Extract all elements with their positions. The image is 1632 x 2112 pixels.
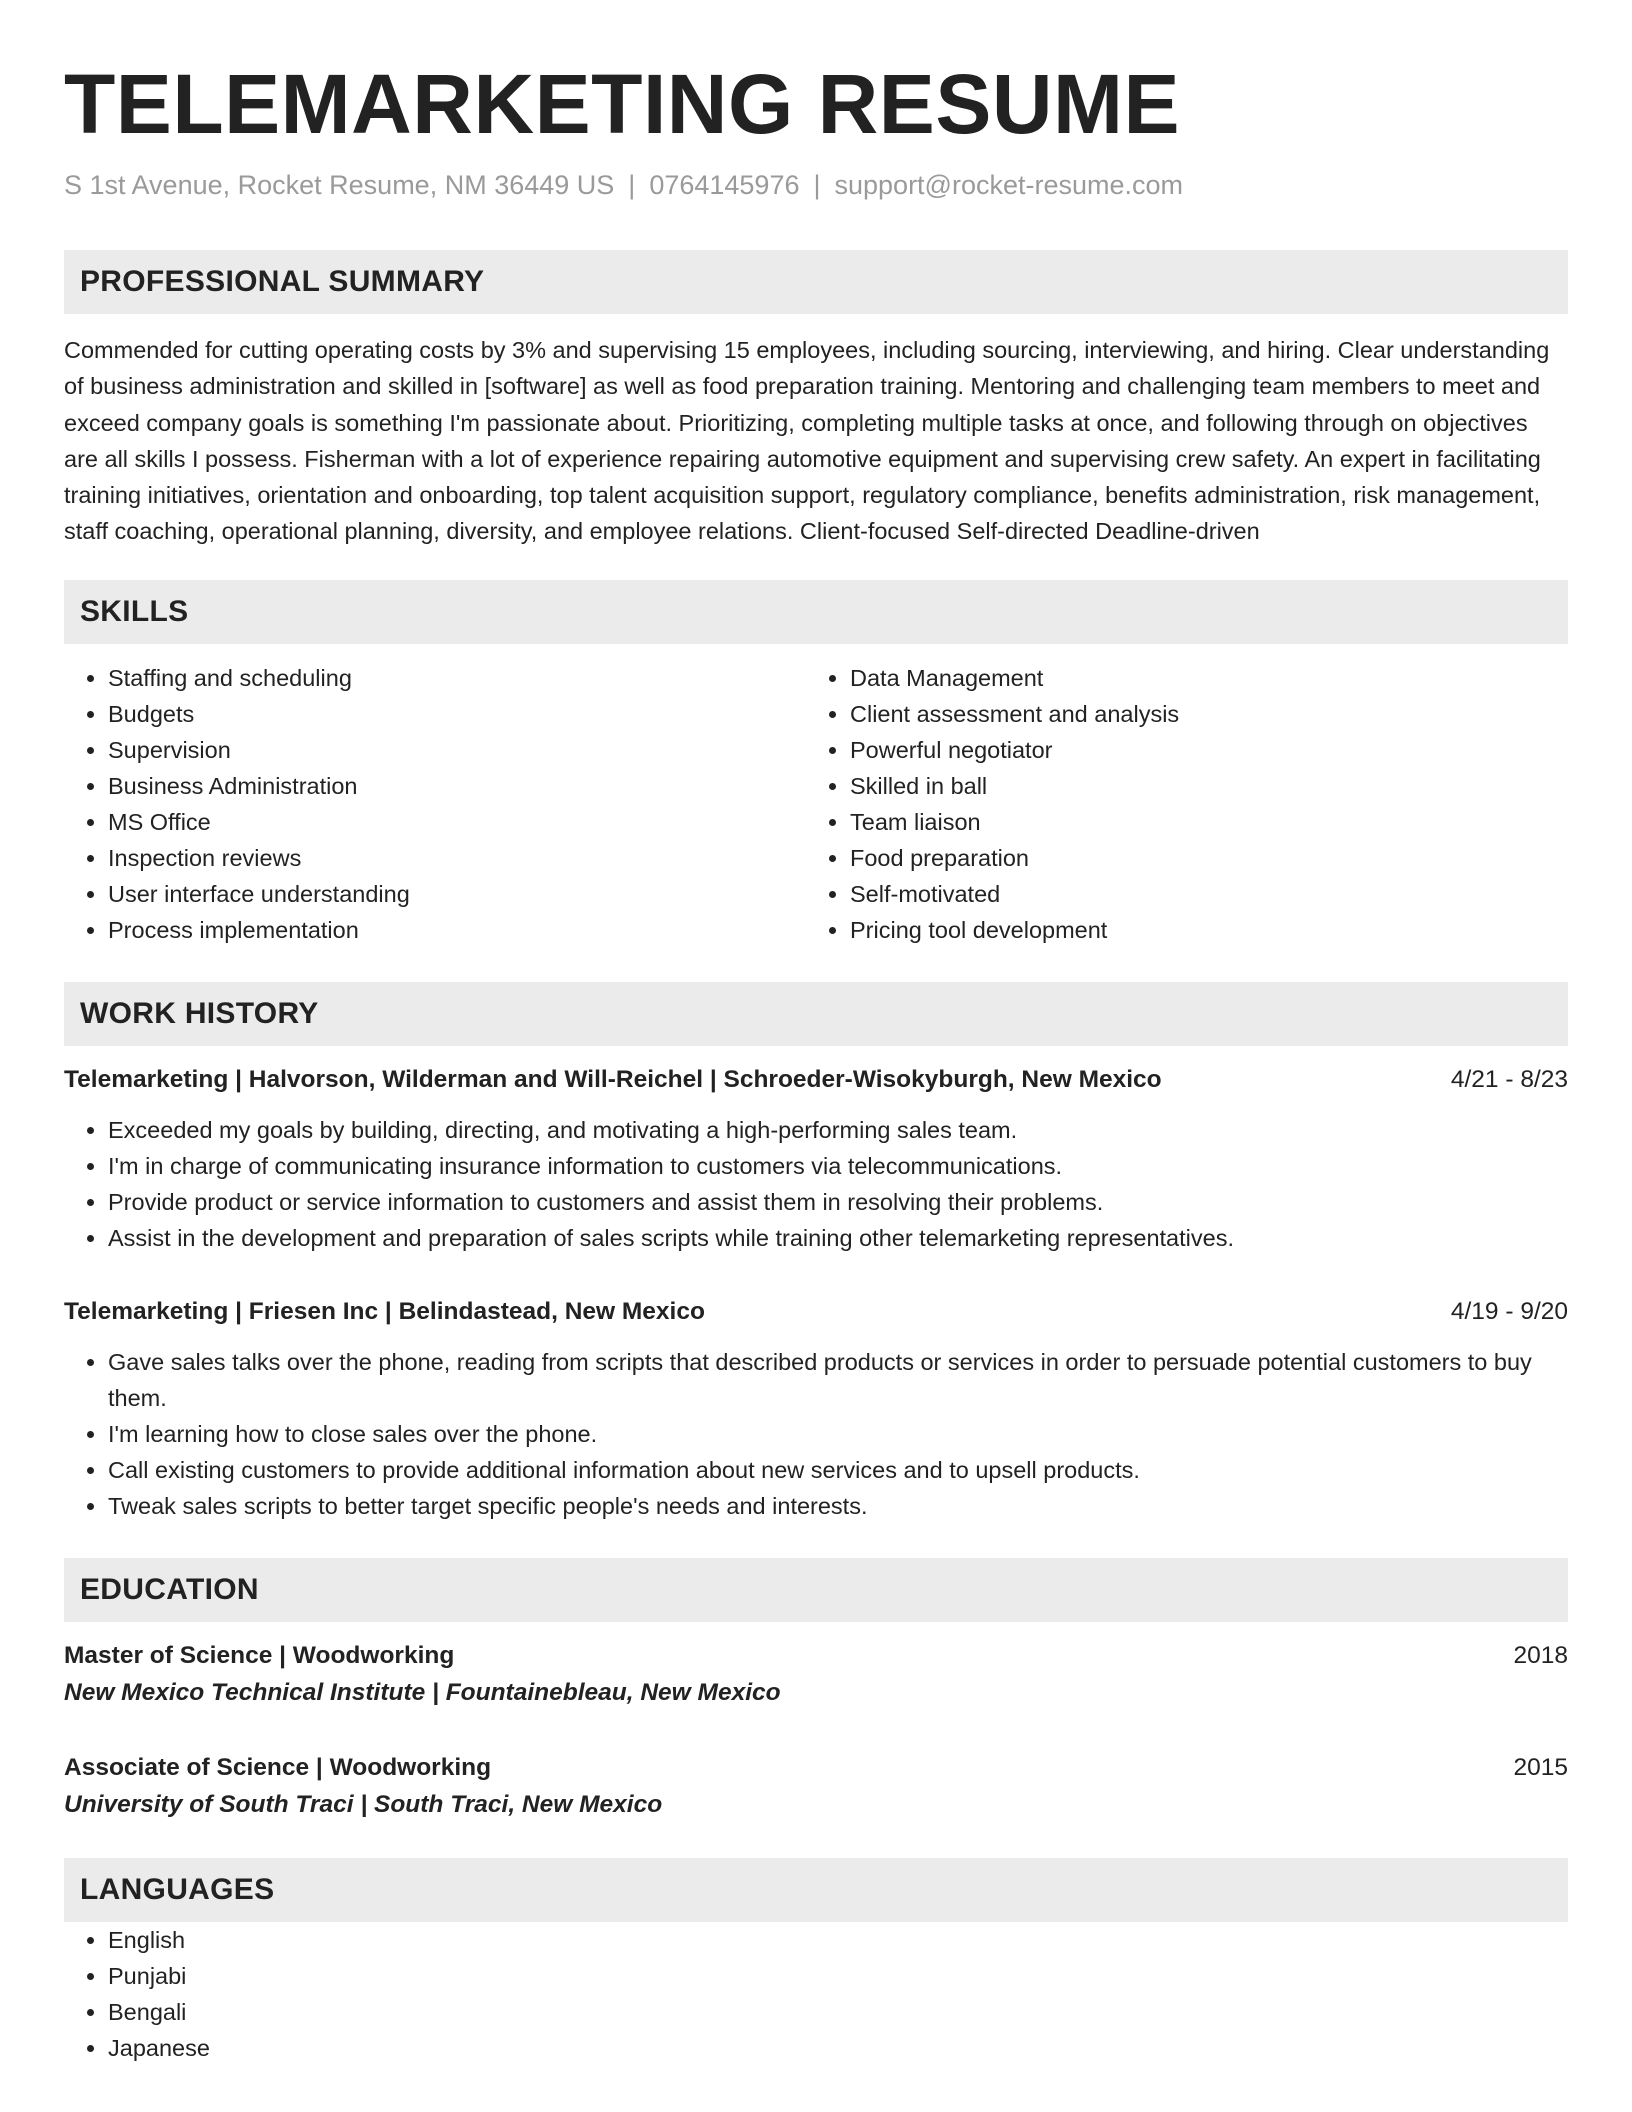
section-header-work-history: WORK HISTORY: [64, 982, 1568, 1046]
skills-list-left: [64, 660, 806, 948]
skill-item: • Client assessment and analysis: [850, 696, 1548, 732]
skill-item: • Process implementation: [108, 912, 806, 948]
resume-title: TELEMARKETING RESUME: [64, 57, 1181, 151]
education-entry: [64, 1638, 1568, 1712]
job-bullet: • Assist in the development and preparation of sales scripts while training other telemarketing representatives.: [108, 1220, 1568, 1256]
skill-item: • Food preparation: [850, 840, 1548, 876]
job-bullet: • Call existing customers to provide additional information about new services and to upsell products.: [108, 1452, 1568, 1488]
job-header: [64, 1062, 1568, 1098]
skills-grid: [64, 660, 1568, 948]
job-entry: [64, 1294, 1568, 1524]
education-year: 2015: [1513, 1753, 1568, 1781]
job-bullet: • Tweak sales scripts to better target specific people's needs and interests.: [108, 1488, 1568, 1524]
languages-list: [64, 1922, 1568, 2066]
contact-separator: |: [628, 170, 636, 200]
skill-item: • Skilled in ball: [850, 768, 1548, 804]
job-bullet: • Exceeded my goals by building, directing, and motivating a high-performing sales team.: [108, 1112, 1568, 1148]
education-entry: [64, 1750, 1568, 1824]
contact-separator: |: [813, 170, 821, 200]
skill-item: • Pricing tool development: [850, 912, 1548, 948]
job-header: [64, 1294, 1568, 1330]
skill-item: • MS Office: [108, 804, 806, 840]
skills-list-right: [806, 660, 1548, 948]
section-header-education: EDUCATION: [64, 1558, 1568, 1622]
job-bullet: • I'm in charge of communicating insurance information to customers via telecommunications.: [108, 1148, 1568, 1184]
education-degree: Master of Science | Woodworking: [64, 1641, 455, 1669]
job-entry: [64, 1062, 1568, 1256]
education-school: New Mexico Technical Institute | Fountainebleau, New Mexico: [64, 1678, 781, 1706]
section-header-summary: PROFESSIONAL SUMMARY: [64, 250, 1568, 314]
contact-email: support@rocket-resume.com: [834, 170, 1184, 200]
job-dates: 4/19 - 9/20: [1450, 1297, 1568, 1325]
section-header-languages: LANGUAGES: [64, 1858, 1568, 1922]
skill-item: • Inspection reviews: [108, 840, 806, 876]
section-header-skills: SKILLS: [64, 580, 1568, 644]
job-title: Telemarketing | Friesen Inc | Belindastead, New Mexico: [64, 1297, 705, 1325]
summary-text: Commended for cutting operating costs by 3% and supervising 15 employees, including sourcing, interviewing, and hiring. Clear understanding of business administration and skilled in [software] as well as food preparation training. Mentoring and challenging team members to meet and exceed company goals is something I'm passionate about. Prioritizing, completing multiple tasks at once, and following through on objectives are all skills I possess. Fisherman with a lot of experience repairing automotive equipment and supervising crew safety. An expert in facilitating training initiatives, orientation and onboarding, top talent acquisition support, regulatory compliance, benefits administration, risk management, staff coaching, operational planning, diversity, and employee relations. Client-focused Self-directed Deadline-driven: [64, 337, 1550, 545]
job-dates: 4/21 - 8/23: [1450, 1065, 1568, 1093]
job-bullet: • I'm learning how to close sales over the phone.: [108, 1416, 1568, 1452]
education-school: University of South Traci | South Traci, New Mexico: [64, 1790, 663, 1818]
skill-item: • Team liaison: [850, 804, 1548, 840]
skill-item: • Business Administration: [108, 768, 806, 804]
education-header: [64, 1750, 1568, 1786]
skill-item: • Data Management: [850, 660, 1548, 696]
skills-column-right: [806, 660, 1548, 948]
job-bullet: • Provide product or service information to customers and assist them in resolving their problems.: [108, 1184, 1568, 1220]
education-degree: Associate of Science | Woodworking: [64, 1753, 492, 1781]
job-bullet: • Gave sales talks over the phone, reading from scripts that described products or services in order to persuade potential customers to buy them.: [108, 1344, 1568, 1416]
language-item: • Bengali: [108, 1994, 1568, 2030]
skill-item: • Self-motivated: [850, 876, 1548, 912]
contact-line: [64, 166, 1568, 204]
job-title: Telemarketing | Halvorson, Wilderman and Will-Reichel | Schroeder-Wisokyburgh, New Mexico: [64, 1065, 1162, 1093]
skill-item: • Powerful negotiator: [850, 732, 1548, 768]
skill-item: • Staffing and scheduling: [108, 660, 806, 696]
language-item: • Japanese: [108, 2030, 1568, 2066]
skill-item: • Supervision: [108, 732, 806, 768]
job-bullets: [64, 1344, 1568, 1524]
language-item: • Punjabi: [108, 1958, 1568, 1994]
skill-item: • User interface understanding: [108, 876, 806, 912]
education-header: [64, 1638, 1568, 1674]
contact-phone: 0764145976: [649, 170, 800, 200]
skill-item: • Budgets: [108, 696, 806, 732]
language-item: • English: [108, 1922, 1568, 1958]
contact-address: S 1st Avenue, Rocket Resume, NM 36449 US: [64, 170, 615, 200]
job-bullets: [64, 1112, 1568, 1256]
skills-column-left: [64, 660, 806, 948]
education-year: 2018: [1513, 1641, 1568, 1669]
